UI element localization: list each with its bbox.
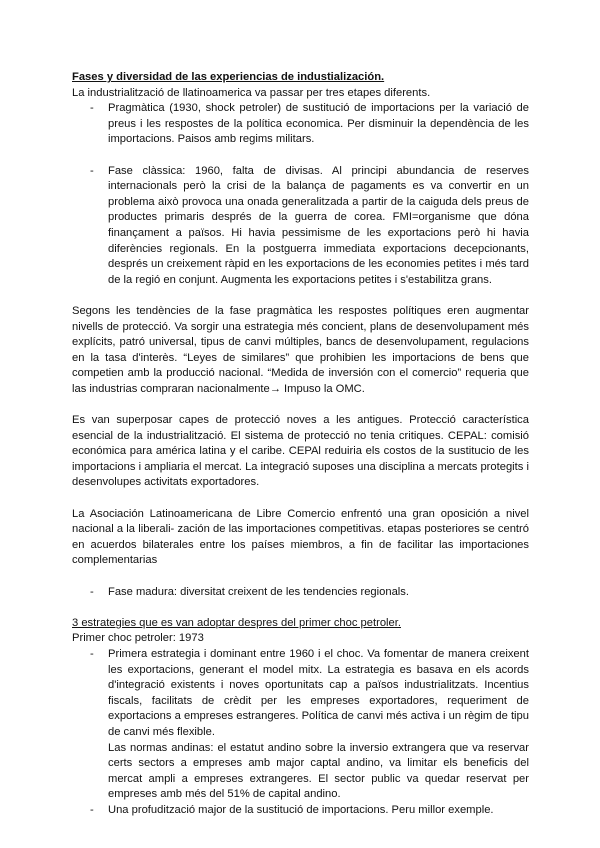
bullet-dash: - [90, 585, 94, 598]
spacer [72, 397, 529, 413]
list-item [72, 647, 529, 803]
document-body [72, 70, 529, 819]
bullet-dash: - [90, 647, 94, 660]
list-item [72, 585, 529, 601]
strategy-extra: Las normas andinas: el estatut andino sobre la inversio extrangera que va reservar certs sectors a empreses amb major captal andino, va limitar els beneficis del mercat ampli a empreses extrangeres. El sector public va quedar reservat per empreses amb més del 51% de capital andino. [108, 741, 529, 801]
list-item [72, 803, 529, 819]
first-shock-label: Primer choc petroler: 1973 [72, 632, 204, 645]
bullet-dash: - [90, 803, 94, 816]
paragraph: La Asociación Latinoamericana de Libre Comercio enfrentó una gran oposición a nivel nacional a la liberali- zación de las importaciones competitivas. etapas posteriores se centró en acuerdos bilaterales entre los países miembros, a fin de facilitar las importaciones complementarias [72, 507, 529, 567]
section-title: Fases y diversidad de las experiencias de industialización. [72, 71, 385, 83]
spacer [72, 148, 529, 164]
spacer [72, 569, 529, 585]
strategy-text: Una profudització major de la sustitució de importacions. Peru millor exemple. [108, 803, 494, 816]
paragraph: Segons les tendències de la fase pragmàtica les respostes polítiques eren augmentar nivells de protecció. Va sorgir una estrategia més concient, plans de desenvolupament més explícits, patró universal, tipus de canvi múltiples, bancs de desenvolupament, regulacions en la tasa d'interès. “Leyes de similares” que prohibien les importacions de bens que competien amb la producció nacional. “Medida de inversión con el comercio” requeria que las industrias compraran nacionalmente→ Impuso la OMC. [72, 304, 529, 395]
spacer [72, 491, 529, 507]
intro-text: La industrialització de llatinoamerica va passar per tres etapes diferents. [72, 86, 431, 99]
strategies-heading: 3 estrategies que es van adoptar despres del primer choc petroler. [72, 616, 401, 629]
bullet-dash: - [90, 164, 94, 177]
phase-madura: Fase madura: diversitat creixent de les tendencies regionals. [108, 585, 409, 598]
phases-list [72, 101, 529, 288]
list-item [72, 164, 529, 289]
strategy-text: Primera estrategia i dominant entre 1960 i el choc. Va fomentar de manera creixent les exportacions, generant el model mitx. La estrategia es basava en els acords d'integració existents i noves oportunitats cap a països industrialitzats. Incentius fiscals, facilitats de crèdit per les empreses exportadores, requeriment de exportacions a empreses estrangeres. Política de canvi més activa i un règim de tipu de canvi més flexible. [108, 647, 529, 738]
spacer [72, 288, 529, 304]
bullet-dash: - [90, 102, 94, 115]
phase-pragmatica: Pragmàtica (1930, shock petroler) de sustitució de importacions per la variació de preus i les respostes de la política economica. Per disminuir la dependència de les importacions. Paisos amb regims militars. [108, 102, 529, 146]
phase-classica: Fase clàssica: 1960, falta de divisas. Al principi abundancia de reserves internacionals però la crisi de la balança de pagaments es va convertir en un problema això provoca una onada generalitzada a partir de la caiguda dels preus de productes primaris després de la guerra de corea. FMI=organisme que dóna finançament a països. Hi havia pessimisme de les exportacions però hi havia diferències regionals. En la postguerra immediata exportacions decepcionants, després un creixement ràpid en les exportacions de les economies petites i més tard de la regió en conjunt. Augmenta les exportacions petites i s'estabilitza grans. [108, 164, 529, 286]
list-item [72, 101, 529, 148]
paragraph: Es van superposar capes de protecció noves a les antigues. Protecció característica esencial de la industrialització. El sistema de protecció no tenia critiques. CEPAL: comisió económica para américa latina y el caribe. CEPAl reduiria els costos de la sustitucio de les importacions i ampliaria el mercat. La integració suposes una disciplina a mercats protegits i desenvolupes activitats exportadores. [72, 414, 529, 489]
strategies-list [72, 647, 529, 819]
spacer [72, 600, 529, 616]
phase-madura-list [72, 585, 529, 601]
